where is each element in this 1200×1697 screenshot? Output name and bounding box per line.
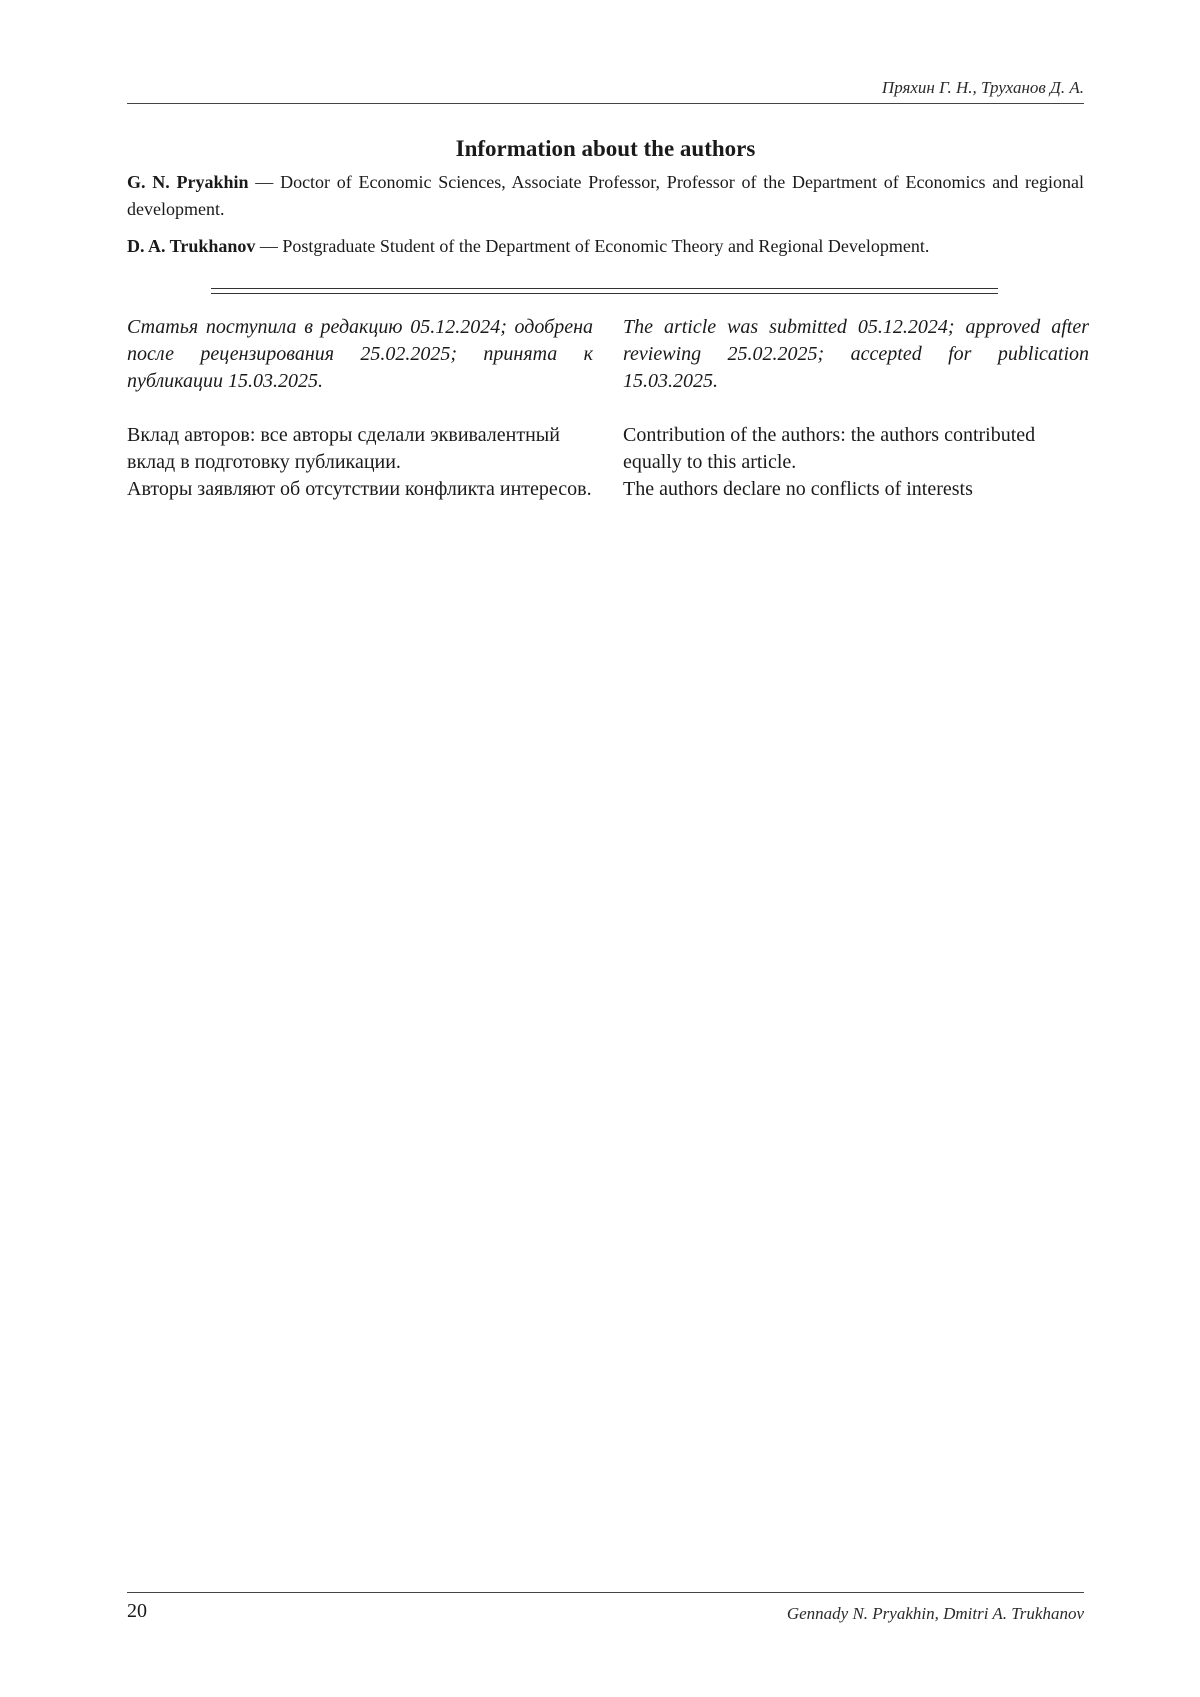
authors-statement-en <box>623 422 1089 503</box>
authors-statement-ru <box>127 422 593 503</box>
author-name: G. N. Pryakhin <box>127 172 249 192</box>
author-entry <box>127 169 1084 223</box>
conflicts-ru: Авторы заявляют об отсутствии конфликта интересов. <box>127 478 592 500</box>
page <box>127 0 1089 1697</box>
author-description: — Doctor of Economic Sciences, Associate Professor, Professor of the Department of Economics and regional development. <box>127 172 1084 219</box>
author-name: D. A. Trukhanov <box>127 236 256 256</box>
submission-dates-ru-text: Статья поступила в редакцию 05.12.2024; одобрена после рецензирования 25.02.2025; принята к публикации 15.03.2025. <box>127 316 593 392</box>
conflicts-en: The authors declare no conflicts of interests <box>623 478 973 500</box>
submission-dates-en <box>623 314 1089 395</box>
section-divider <box>211 288 998 294</box>
footer-rule <box>127 1592 1084 1593</box>
running-foot: Gennady N. Pryakhin, Dmitri A. Trukhanov <box>786 1604 1084 1623</box>
contribution-ru: Вклад авторов: все авторы сделали эквивалентный вклад в подготовку публикации. <box>127 424 560 473</box>
contribution-en: Contribution of the authors: the authors contributed equally to this article. <box>623 424 1036 473</box>
page-number: 20 <box>127 1600 147 1622</box>
submission-dates-ru <box>127 314 593 395</box>
running-head: Пряхин Г. Н., Труханов Д. А. <box>881 78 1084 97</box>
section-title: Information about the authors <box>455 136 756 161</box>
header-rule <box>127 103 1084 104</box>
author-description: — Postgraduate Student of the Department of Economic Theory and Regional Development. <box>255 236 930 256</box>
submission-dates-en-text: The article was submitted 05.12.2024; approved after reviewing 25.02.2025; accepted for publication 15.03.2025. <box>623 316 1089 392</box>
author-entry <box>127 233 1084 260</box>
